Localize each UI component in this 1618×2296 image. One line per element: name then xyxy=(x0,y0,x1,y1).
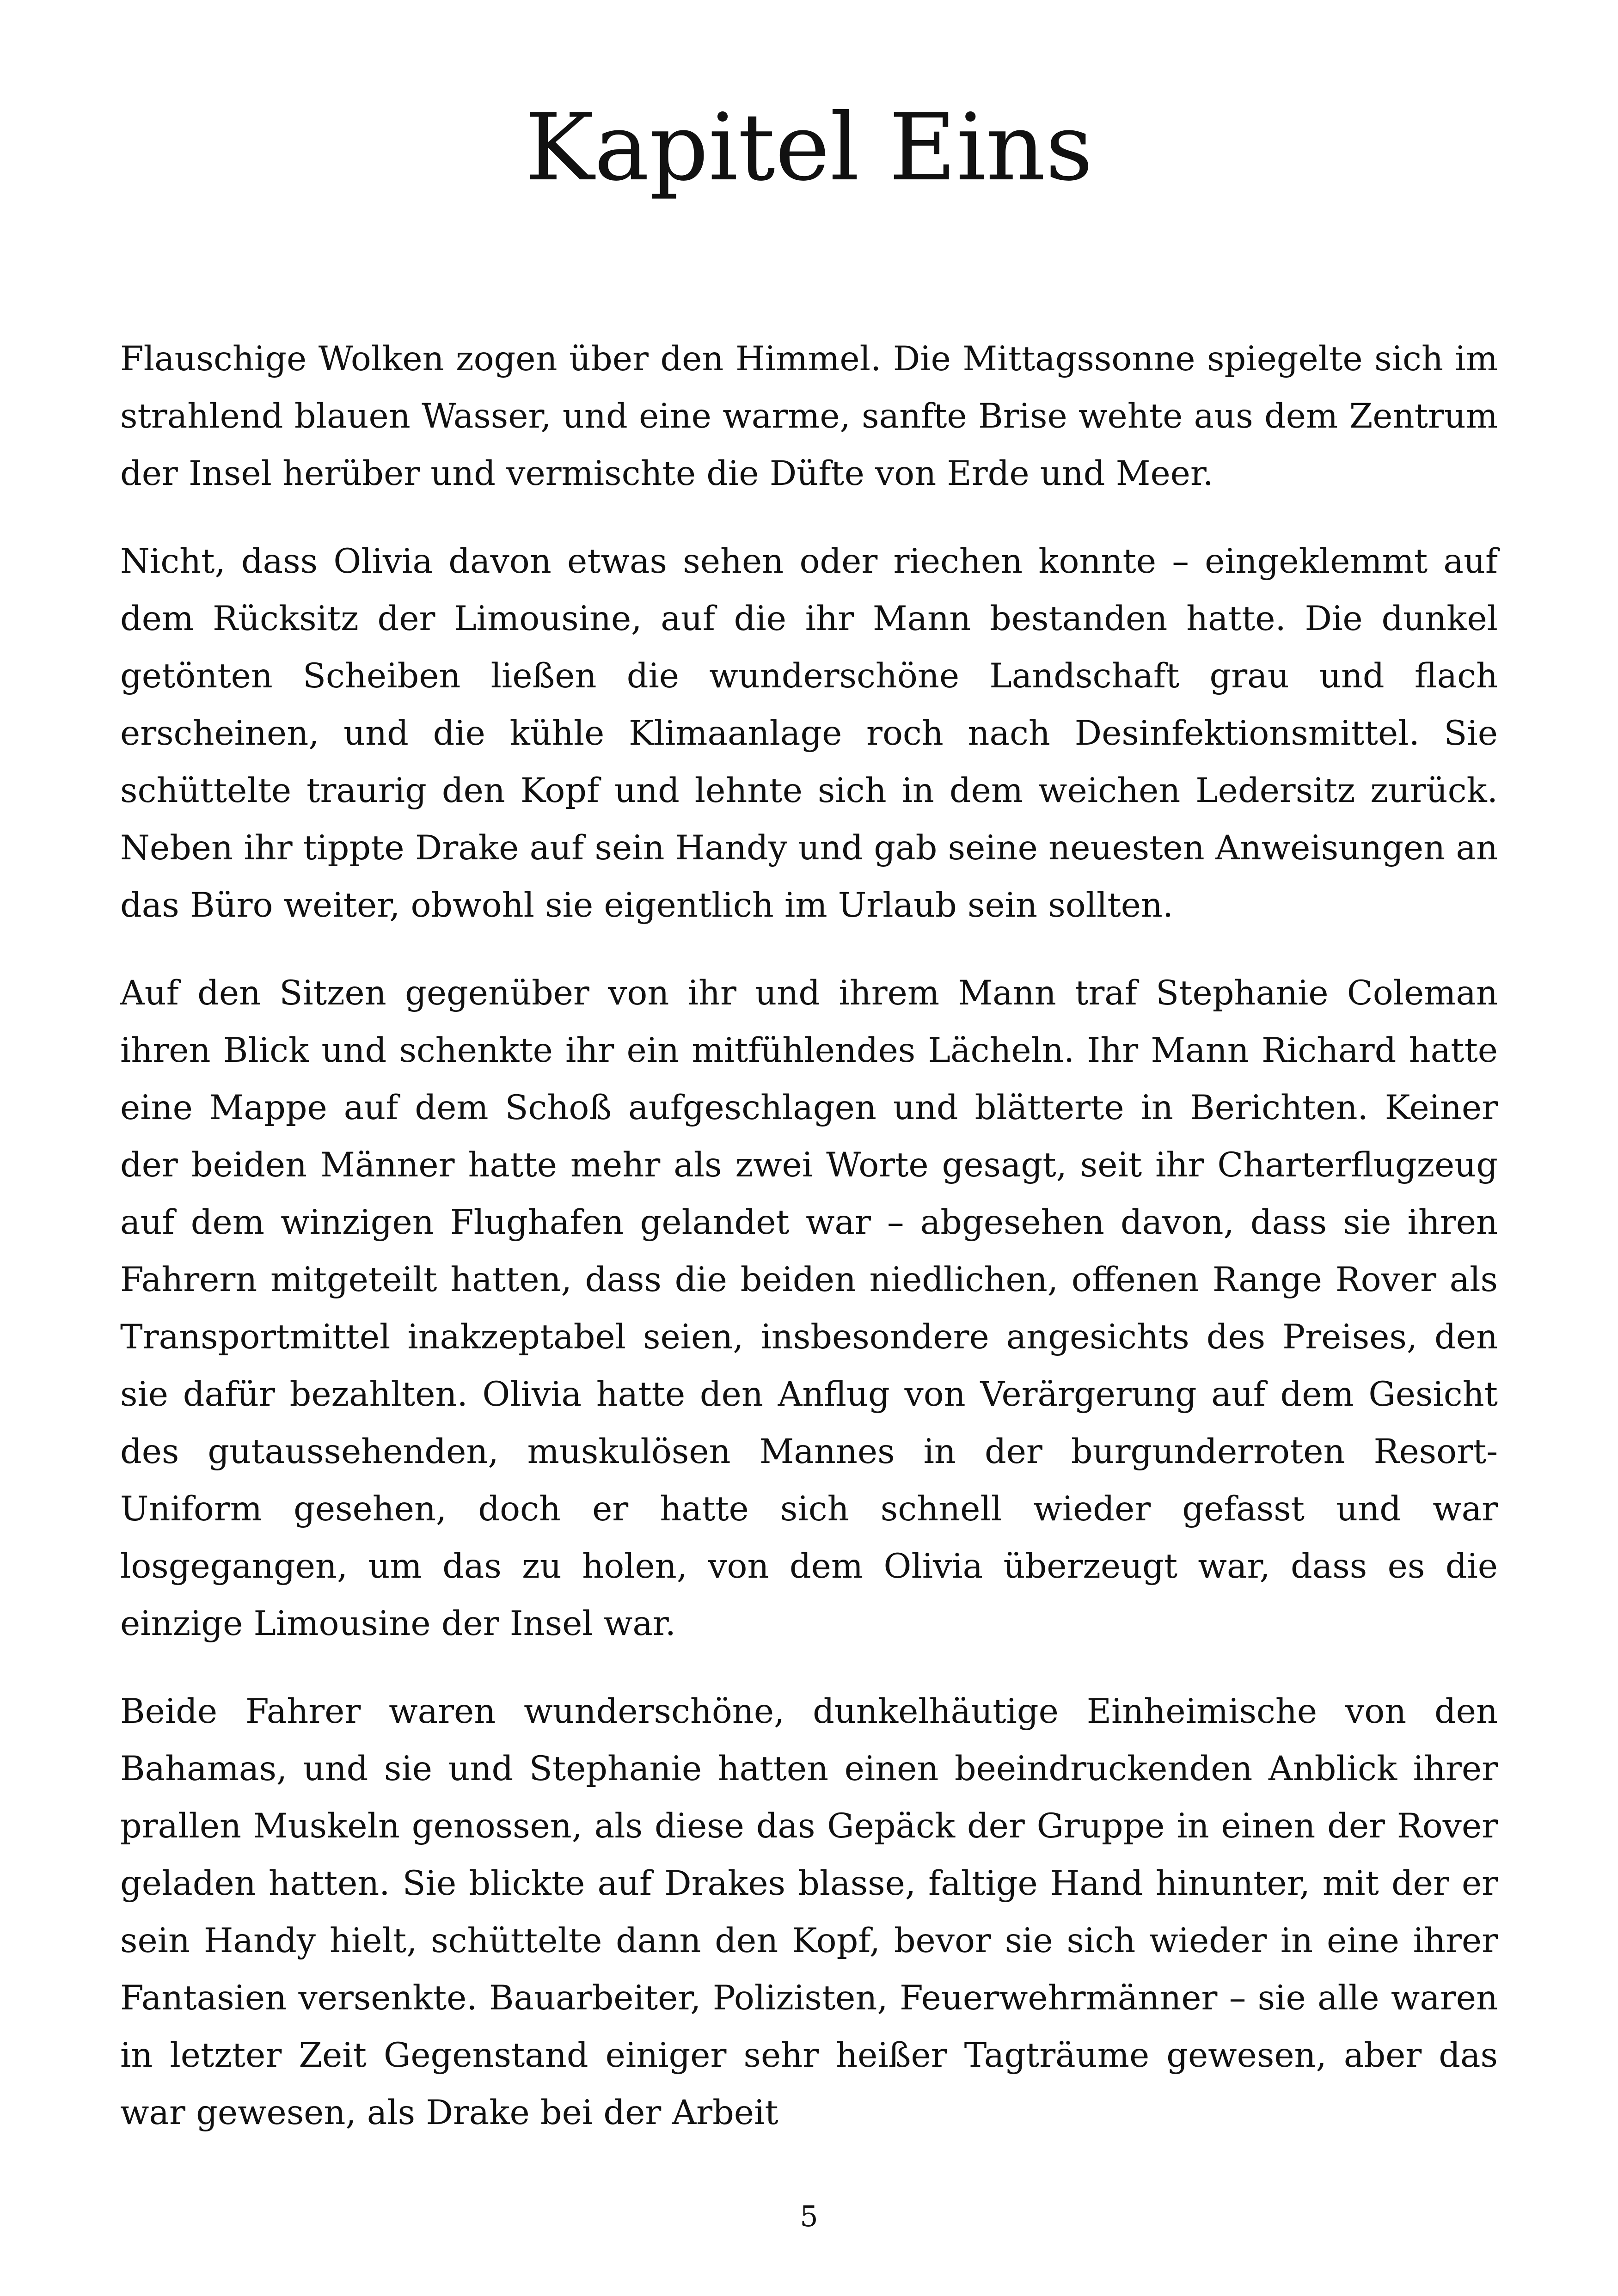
paragraph-2: Nicht, dass Olivia davon etwas sehen oder riechen konnte – eingeklemmt auf dem Rücksitz der Limousine, auf die ihr Mann bestanden hatte. Die dunkel getönten Scheiben ließen die wunderschöne Landschaft grau und flach erscheinen, und die kühle Klimaanlage roch nach Desinfektionsmittel. Sie schüttelte traurig den Kopf und lehnte sich in dem weichen Ledersitz zurück. Neben ihr tippte Drake auf sein Handy und gab seine neuesten Anweisungen an das Büro weiter, obwohl sie eigentlich im Urlaub sein sollten. xyxy=(120,542,1498,925)
paragraph-3: Auf den Sitzen gegenüber von ihr und ihrem Mann traf Stephanie Coleman ihren Blick und schenkte ihr ein mitfühlendes Lächeln. Ihr Mann Richard hatte eine Mappe auf dem Schoß aufgeschlagen und blätterte in Berichten. Keiner der beiden Männer hatte mehr als zwei Worte gesagt, seit ihr Charterflugzeug auf dem winzigen Flughafen gelandet war – abgesehen davon, dass sie ihren Fahrern mitgeteilt hatten, dass die beiden niedlichen, offenen Range Rover als Transportmittel inakzeptabel seien, insbesondere angesichts des Preises, den sie dafür bezahlten. Olivia hatte den Anflug von Verärgerung auf dem Gesicht des gutaussehenden, muskulösen Mannes in der burgunderroten Resort-Uniform gesehen, doch er hatte sich schnell wieder gefasst und war losgegangen, um das zu holen, von dem Olivia überzeugt war, dass es die einzige Limousine der Insel war. xyxy=(120,974,1498,1643)
paragraph-1: Flauschige Wolken zogen über den Himmel. Die Mittagssonne spiegelte sich im strahlend blauen Wasser, und eine warme, sanfte Brise wehte aus dem Zentrum der Insel herüber und vermischte die Düfte von Erde und Meer. xyxy=(120,339,1498,493)
paragraph-4: Beide Fahrer waren wunderschöne, dunkelhäutige Einheimische von den Bahamas, und sie und Stephanie hatten einen beeindruckenden Anblick ihrer prallen Muskeln genossen, als diese das Gepäck der Gruppe in einen der Rover geladen hatten. Sie blickte auf Drakes blasse, faltige Hand hinunter, mit der er sein Handy hielt, schüttelte dann den Kopf, bevor sie sich wieder in eine ihrer Fantasien versenkte. Bauarbeiter, Polizisten, Feuerwehrmänner – sie alle waren in letzter Zeit Gegenstand einiger sehr heißer Tagträume gewesen, aber das war gewesen, als Drake bei der Arbeit xyxy=(120,1692,1498,2132)
chapter-body xyxy=(120,331,1498,2172)
page-number: 5 xyxy=(800,2199,818,2233)
chapter-title: Kapitel Eins xyxy=(525,94,1093,202)
